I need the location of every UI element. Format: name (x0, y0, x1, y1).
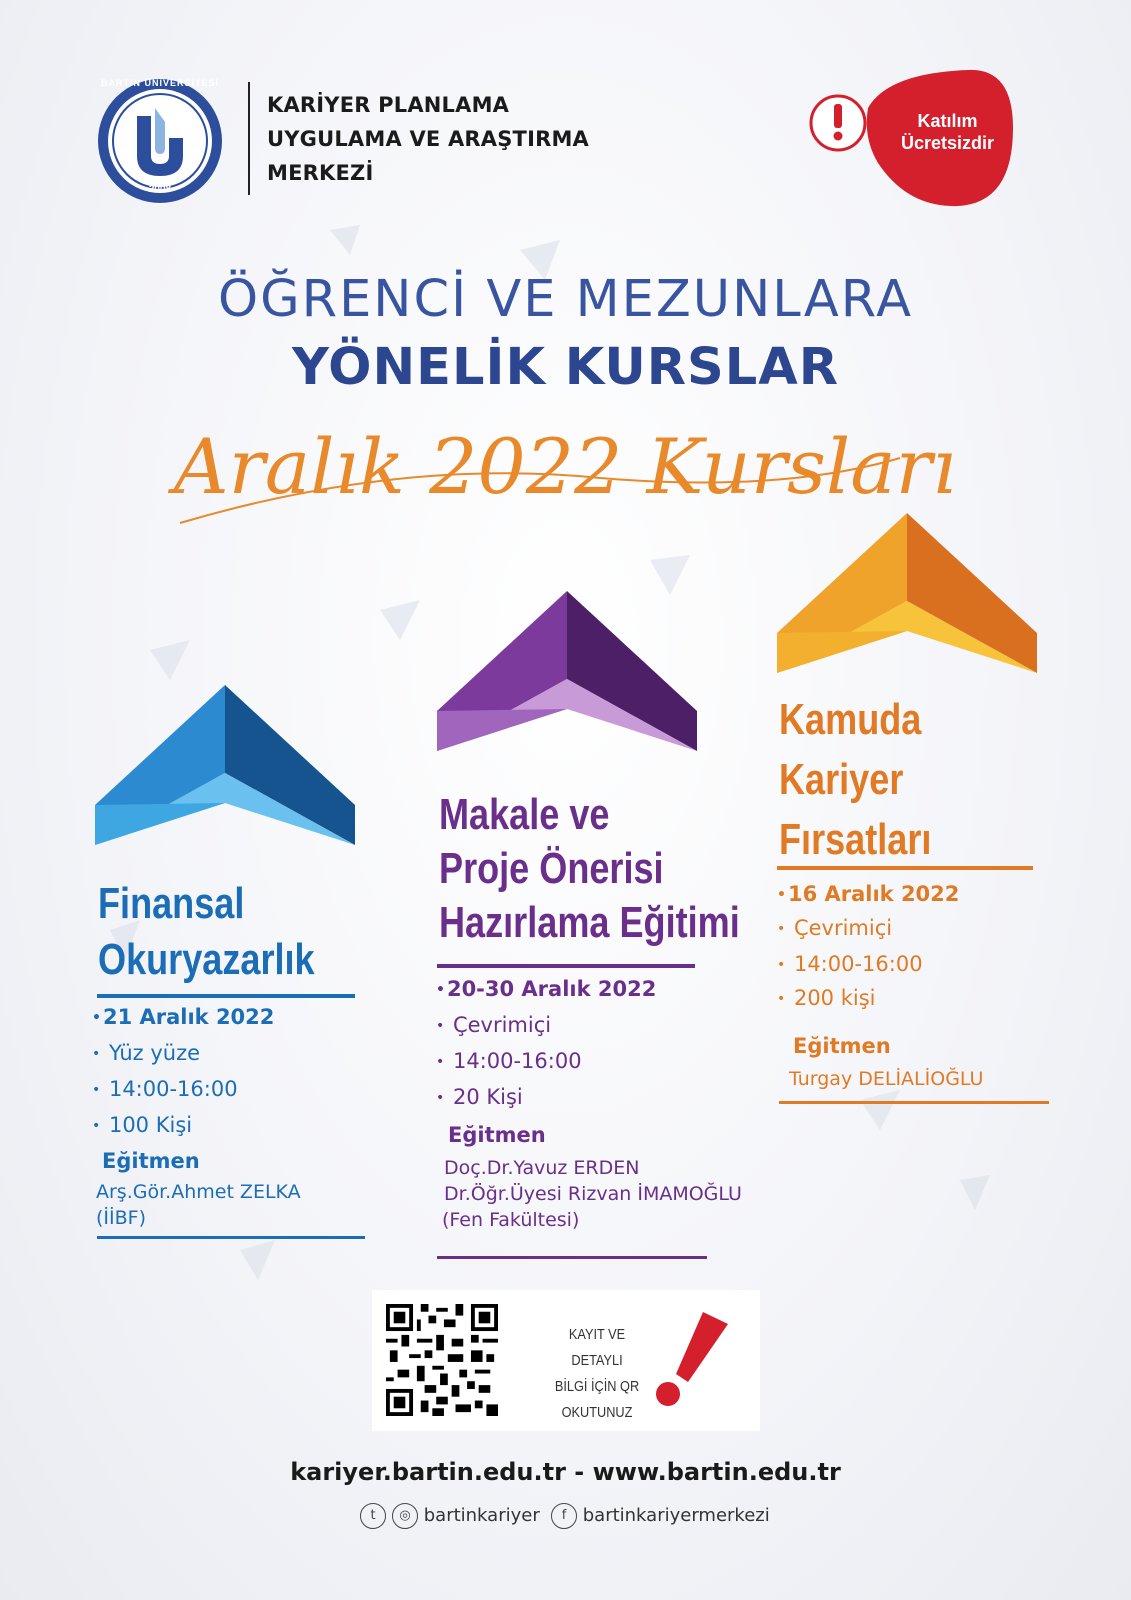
course-title-line: Kariyer (779, 755, 904, 804)
course-time: • 14:00-16:00 (92, 1077, 238, 1101)
instructor-affiliation: (İİBF) (96, 1207, 146, 1229)
center-name (267, 88, 589, 190)
instagram-handle[interactable]: bartinkariyer (423, 1505, 540, 1526)
course-title-kamuda (779, 690, 931, 870)
course-title-line: Fırsatları (779, 815, 932, 864)
qr-code-icon[interactable] (386, 1304, 498, 1416)
course-title-finansal (98, 876, 315, 988)
instructor-name: Dr.Öğr.Üyesi Rizvan İMAMOĞLU (444, 1183, 742, 1205)
exclamation-icon (648, 1312, 738, 1412)
course-capacity: • 100 Kişi (92, 1113, 193, 1137)
course-title-line: Okuryazarlık (98, 935, 315, 984)
badge-line: Ücretsizdir (900, 133, 995, 153)
header-divider (248, 82, 250, 195)
badge-line: Katılım (917, 111, 978, 131)
social-instagram[interactable] (392, 1503, 540, 1529)
course-bottom-rule (97, 1236, 365, 1239)
course-capacity: • 200 kişi (777, 986, 876, 1010)
qr-text-line: KAYIT VE DETAYLI (568, 1326, 626, 1369)
instructor-affiliation: (Fen Fakültesi) (442, 1209, 580, 1231)
course-date: •21 Aralık 2022 (92, 1005, 275, 1029)
social-twitter[interactable] (360, 1503, 386, 1529)
course-title-line: Kamuda (779, 695, 922, 744)
instagram-icon[interactable]: ◎ (392, 1503, 418, 1529)
course-divider (437, 964, 695, 968)
course-time: • 14:00-16:00 (777, 952, 923, 976)
course-title-line: Finansal (98, 879, 245, 928)
logo-year: 2008 (148, 184, 172, 195)
blue-pyramid-icon (95, 685, 355, 850)
course-mode: • Çevrimiçi (436, 1013, 552, 1037)
course-date: •20-30 Aralık 2022 (436, 977, 657, 1001)
instructor-label: Eğitmen (102, 1149, 200, 1173)
title-line-1: ÖĞRENCİ VE MEZUNLARA (217, 270, 914, 329)
course-bottom-rule (437, 1256, 707, 1259)
qr-text-line: OKUTUNUZ (561, 1404, 633, 1421)
instructor-label: Eğitmen (793, 1034, 891, 1058)
badge-text (880, 110, 1015, 154)
logo-ring-text: BARTIN ÜNİVERSİTESİ (100, 78, 219, 88)
course-time: • 14:00-16:00 (436, 1049, 582, 1073)
footer-urls[interactable]: kariyer.bartin.edu.tr - www.bartin.edu.tr (290, 1458, 841, 1486)
instructor-name: Doç.Dr.Yavuz ERDEN (444, 1157, 640, 1179)
course-title-line: Hazırlama Eğitimi (439, 898, 740, 947)
course-bottom-rule (779, 1101, 1049, 1104)
center-name-line: UYGULAMA VE ARAŞTIRMA (267, 127, 590, 151)
instructor-name: Turgay DELİALİOĞLU (789, 1068, 984, 1090)
twitter-icon[interactable]: t (360, 1503, 386, 1529)
course-capacity: • 20 Kişi (436, 1085, 523, 1109)
course-title-makale (439, 788, 740, 950)
course-mode: • Yüz yüze (92, 1041, 201, 1065)
course-date: •16 Aralık 2022 (777, 882, 960, 906)
facebook-handle[interactable]: bartinkariyermerkezi (582, 1505, 770, 1526)
course-divider (777, 866, 1033, 870)
course-title-line: Proje Önerisi (439, 844, 664, 893)
course-divider (97, 994, 355, 998)
center-name-line: KARİYER PLANLAMA (267, 93, 510, 117)
facebook-icon[interactable]: f (551, 1503, 577, 1529)
course-title-line: Makale ve (439, 790, 610, 839)
instructor-label: Eğitmen (448, 1123, 546, 1147)
script-subtitle-text: Aralık 2022 Kursları (173, 422, 957, 511)
course-mode: • Çevrimiçi (777, 916, 893, 940)
qr-text-line: BİLGİ İÇİN QR (554, 1378, 640, 1395)
purple-pyramid-icon (437, 591, 697, 756)
center-name-line: MERKEZİ (267, 161, 374, 185)
social-facebook[interactable] (551, 1503, 770, 1529)
title-line-2: YÖNELİK KURSLAR (291, 338, 839, 397)
instructor-name: Arş.Gör.Ahmet ZELKA (96, 1181, 301, 1203)
orange-pyramid-icon (777, 513, 1037, 678)
qr-instructions (542, 1322, 653, 1426)
